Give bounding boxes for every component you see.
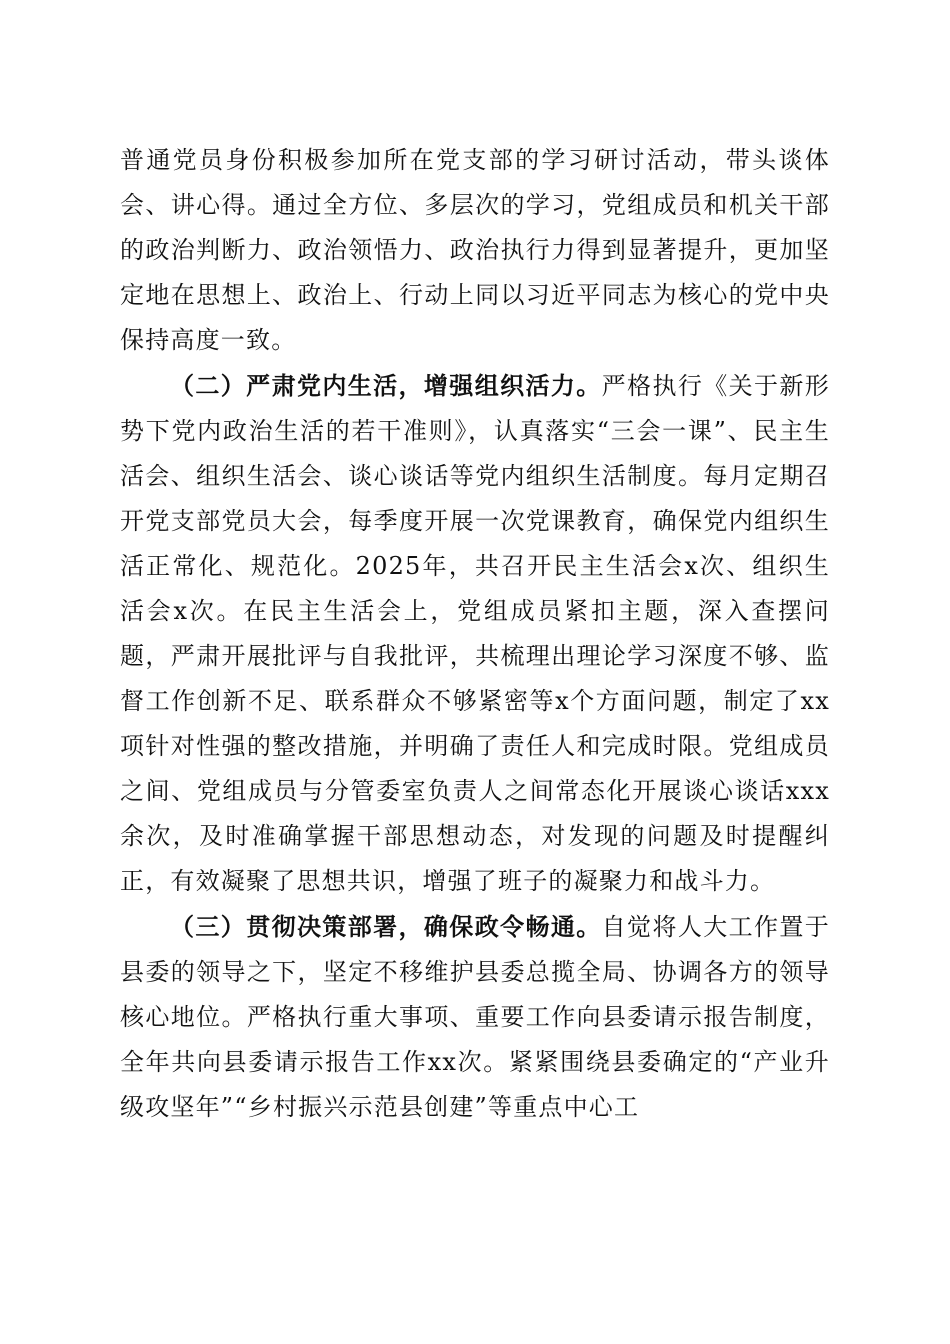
paragraph-body: 普通党员身份积极参加所在党支部的学习研讨活动，带头谈体会、讲心得。通过全方位、多层次的学习，党组成员和机关干部的政治判断力、政治领悟力、政治执行力得到显著提升，更加坚定地在思想上、政治上、行动上同以习近平同志为核心的党中央保持高度一致。 — [120, 146, 830, 354]
section-three-body: 自觉将人大工作置于县委的领导之下，坚定不移维护县委总揽全局、协调各方的领导核心地位。严格执行重大事项、重要工作向县委请示报告制度，全年共向县委请示报告工作xx次。紧紧围绕县委确定的“产业升级攻坚年”“乡村振兴示范县创建”等重点中心工 — [120, 913, 830, 1121]
section-three-heading: （三）贯彻决策部署，确保政令畅通。 — [170, 912, 602, 941]
paragraph-section-three — [120, 904, 830, 1130]
document-page — [120, 138, 830, 1130]
paragraph-continuation — [120, 138, 830, 363]
section-two-body: 严格执行《关于新形势下党内政治生活的若干准则》，认真落实“三会一课”、民主生活会、组织生活会、谈心谈话等党内组织生活制度。每月定期召开党支部党员大会，每季度开展一次党课教育，确保党内组织生活正常化、规范化。2025年，共召开民主生活会x次、组织生活会x次。在民主生活会上，党组成员紧扣主题，深入查摆问题，严肃开展批评与自我批评，共梳理出理论学习深度不够、监督工作创新不足、联系群众不够紧密等x个方面问题，制定了xx项针对性强的整改措施，并明确了责任人和完成时限。党组成员之间、党组成员与分管委室负责人之间常态化开展谈心谈话xxx余次，及时准确掌握干部思想动态，对发现的问题及时提醒纠正，有效凝聚了思想共识，增强了班子的凝聚力和战斗力。 — [120, 372, 830, 895]
section-two-heading: （二）严肃党内生活，增强组织活力。 — [170, 371, 602, 400]
paragraph-section-two — [120, 363, 830, 904]
